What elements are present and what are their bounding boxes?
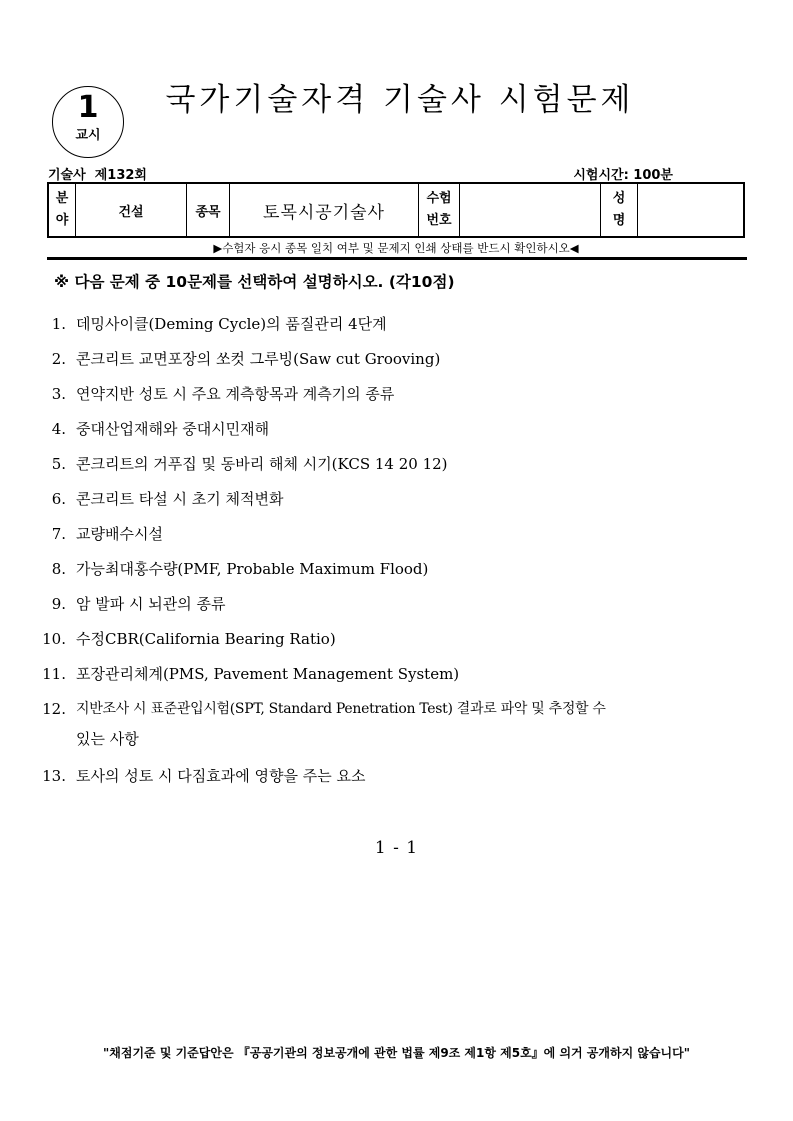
disclaimer: "채점기준 및 기준답안은 『공공기관의 정보공개에 관한 법률 제9조 제1항 제5호』에 의거 공개하지 않습니다" (103, 1046, 690, 1060)
exam-round: 기술사 제132회 (48, 168, 147, 183)
question-number: 12. (42, 700, 66, 718)
field-label (48, 183, 76, 237)
question-text: 지반조사 시 표준관입시험(SPT, Standard Penetration Test) 결과로 파악 및 추정할 수 (76, 701, 606, 717)
name-label (601, 183, 638, 237)
question-number: 13. (42, 767, 66, 785)
exam-number-label-text: 수험번호 (426, 191, 452, 228)
question-text: 데밍사이클(Deming Cycle)의 품질관리 4단계 (76, 315, 387, 333)
question-text: 콘크리트 타설 시 초기 체적변화 (76, 490, 284, 508)
question-number: 1. (51, 315, 66, 333)
category-label: 종목 (187, 183, 230, 237)
exam-number-field[interactable] (460, 183, 601, 237)
question-number: 10. (42, 630, 66, 648)
question-text: 토사의 성토 시 다짐효과에 영향을 주는 요소 (76, 767, 366, 785)
name-field[interactable] (638, 183, 745, 237)
question-text: 암 발파 시 뇌관의 종류 (76, 595, 226, 613)
question-number: 6. (51, 490, 66, 508)
question-number: 4. (51, 420, 66, 438)
page-number: 1 - 1 (374, 838, 419, 858)
instruction: ※ 다음 문제 중 10문제를 선택하여 설명하시오. (각10점) (54, 273, 455, 291)
divider (47, 257, 747, 260)
question-number: 3. (51, 385, 66, 403)
question-number: 8. (51, 560, 66, 578)
question-text: 연약지반 성토 시 주요 계측항목과 계측기의 종류 (76, 385, 395, 403)
question-text: 중대산업재해와 중대시민재해 (76, 420, 270, 438)
field-value: 건설 (76, 183, 187, 237)
exam-number-label (419, 183, 460, 237)
question-number: 11. (42, 665, 66, 683)
session-number: 1 (77, 90, 99, 125)
question-text: 수정CBR(California Bearing Ratio) (76, 630, 336, 648)
question-text-continued: 있는 사항 (76, 730, 139, 748)
category-value: 토목시공기술사 (230, 183, 419, 237)
notice-text: ▶수험자 응시 종목 일치 여부 및 문제지 인쇄 상태를 반드시 확인하시오◀ (213, 241, 579, 255)
session-badge (52, 86, 124, 158)
question-text: 포장관리체계(PMS, Pavement Management System) (76, 665, 460, 683)
question-text: 콘크리트 교면포장의 쏘컷 그루빙(Saw cut Grooving) (76, 350, 441, 368)
name-label-text: 성명 (612, 191, 626, 228)
session-label: 교시 (75, 128, 101, 143)
field-label-text: 분야 (55, 191, 69, 228)
exam-duration: 시험시간: 100분 (573, 168, 673, 183)
page-title: 국가기술자격 기술사 시험문제 (165, 82, 635, 118)
exam-info-table (47, 182, 745, 238)
question-text: 교량배수시설 (76, 525, 163, 543)
question-text: 가능최대홍수량(PMF, Probable Maximum Flood) (76, 560, 429, 578)
question-number: 2. (51, 350, 66, 368)
question-number: 5. (51, 455, 66, 473)
question-number: 7. (51, 525, 66, 543)
question-text: 콘크리트의 거푸집 및 동바리 해체 시기(KCS 14 20 12) (76, 455, 448, 473)
question-number: 9. (51, 595, 66, 613)
